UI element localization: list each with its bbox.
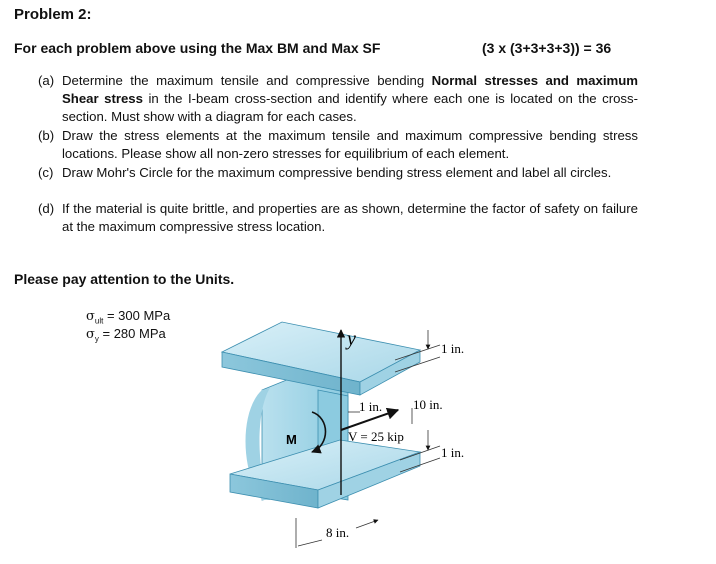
- moment-label: M: [286, 432, 297, 447]
- part-d-label: (d): [38, 201, 55, 216]
- part-a-emphasis: Normal stresses and maximum Shear stress: [62, 73, 638, 106]
- sigma-symbol: σ: [86, 309, 95, 324]
- y-axis-label: y: [347, 328, 356, 350]
- part-a-text-start: Determine the maximum tensile and compressive bending: [62, 73, 432, 88]
- shear-label: V = 25 kip: [348, 429, 404, 444]
- ultimate-stress-value: = 300 MPa: [103, 308, 171, 323]
- part-a-text-end: in the I-beam cross-section and identify where each one is located on the cross-section. Must show with a diagram for each cases.: [62, 91, 638, 124]
- depth-dimension: 10 in.: [413, 397, 443, 412]
- part-a-label: (a): [38, 73, 55, 88]
- units-notice: Please pay attention to the Units.: [14, 271, 235, 287]
- web-thickness-dimension: 1 in.: [359, 399, 383, 414]
- part-b-label: (b): [38, 128, 55, 143]
- problem-total-points: (3 x (3+3+3+3)) = 36: [482, 40, 612, 56]
- sigma-symbol: σ: [86, 327, 95, 342]
- part-b-text: Draw the stress elements at the maximum tensile and maximum compressive bending stress locations. Please show all non-zero stresses for equilibrium of each element.: [62, 128, 638, 161]
- ult-subscript: ult: [94, 316, 104, 326]
- part-c-label: (c): [38, 165, 54, 180]
- y-subscript: y: [94, 334, 99, 344]
- dim-width-line-right: [356, 520, 378, 528]
- yield-stress-value: = 280 MPa: [98, 326, 166, 341]
- part-d-text: If the material is quite brittle, and properties are as shown, determine the factor of safety on failure at the maximum compressive stress location.: [62, 201, 638, 234]
- bottom-flange-dimension: 1 in.: [441, 445, 465, 460]
- dim-width-line-left: [298, 540, 322, 546]
- top-flange-dimension: 1 in.: [441, 341, 465, 356]
- problem-instruction: For each problem above using the Max BM and Max SF: [14, 40, 381, 56]
- width-dimension: 8 in.: [326, 525, 350, 540]
- problem-title: Problem 2:: [14, 6, 92, 23]
- part-c-text: Draw Mohr's Circle for the maximum compressive bending stress element and label all circles.: [62, 165, 612, 180]
